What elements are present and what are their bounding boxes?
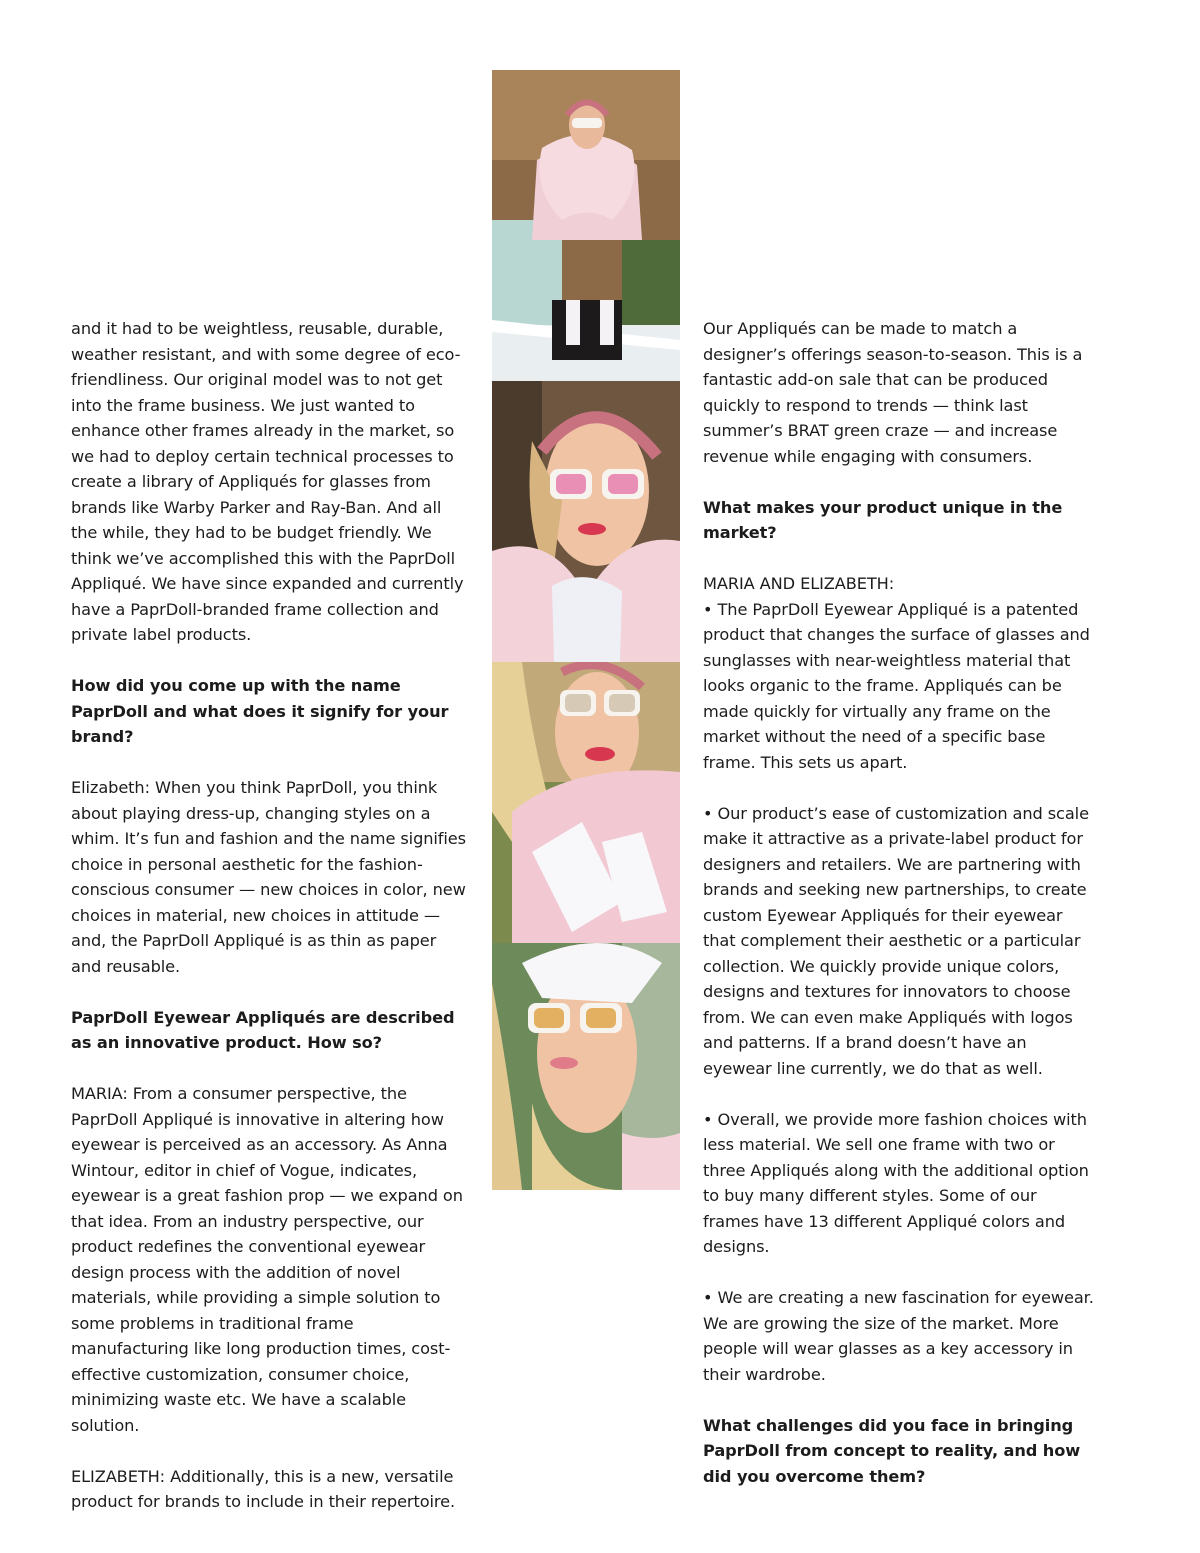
photo-strip xyxy=(492,70,680,1190)
paragraph: and it had to be weightless, reusable, durable, weather resistant, and with some degree of eco-friendliness. Our original model was to not get into the frame business. We just wanted to enhance other frames already in the market, so we had to deploy certain technical processes to create a library of Appliqués for glasses from brands like Warby Parker and Ray-Ban. And all the while, they had to be budget friendly. We think we’ve accomplished this with the PaprDoll Appliqué. We have since expanded and currently have a PaprDoll-branded frame collection and private label products. xyxy=(71,319,464,644)
photo-model-full-length xyxy=(492,70,680,381)
interview-question: What challenges did you face in bringing PaprDoll from concept to reality, and how did you overcome them? xyxy=(703,1415,1081,1486)
interview-question: PaprDoll Eyewear Appliqués are described as an innovative product. How so? xyxy=(71,1007,455,1052)
right-text-column xyxy=(703,316,1095,1515)
photo-model-lace-gloves-shades xyxy=(492,943,680,1190)
paragraph: • Our product’s ease of customization and scale make it attractive as a private-label product for designers and retailers. We are partnering with brands and seeking new partnerships, to create custom Eyewear Appliqués for their eyewear that complement their aesthetic or a particular collection. We quickly provide unique colors, designs and textures for innovators to choose from. We can even make Appliqués with logos and patterns. If a brand doesn’t have an eyewear line currently, we do that as well. xyxy=(703,803,1089,1078)
paragraph: • Overall, we provide more fashion choices with less material. We sell one frame with two or three Appliqués along with the additional option to buy many different styles. Some of our frames have 13 different Appliqué colors and designs. xyxy=(703,1109,1089,1256)
left-text-column xyxy=(71,316,471,1540)
paragraph: Elizabeth: When you think PaprDoll, you think about playing dress-up, changing styles on a whim. It’s fun and fashion and the name signifies choice in personal aesthetic for the fashion-conscious consumer — new choices in color, new choices in material, new choices in attitude — and, the PaprDoll Appliqué is as thin as paper and reusable. xyxy=(71,778,466,976)
photo-model-closeup-pink-lenses xyxy=(492,381,680,662)
photo-model-lace-gloves xyxy=(492,662,680,943)
speaker-label: MARIA AND ELIZABETH: xyxy=(703,574,895,593)
paragraph: • The PaprDoll Eyewear Appliqué is a patented product that changes the surface of glasses and sunglasses with near-weightless material that looks organic to the frame. Appliqués can be made quickly for virtually any frame on the market without the need of a specific base frame. This sets us apart. xyxy=(703,599,1090,772)
interview-question: How did you come up with the name PaprDoll and what does it signify for your brand? xyxy=(71,676,449,746)
paragraph: ELIZABETH: Additionally, this is a new, versatile product for brands to include in their repertoire. xyxy=(71,1466,456,1511)
paragraph: MARIA: From a consumer perspective, the PaprDoll Appliqué is innovative in altering how eyewear is perceived as an accessory. As Anna Wintour, editor in chief of Vogue, indicates, eyewear is a great fashion prop — we expand on that idea. From an industry perspective, our product redefines the conventional eyewear design process with the addition of novel materials, while providing a simple solution to some problems in traditional frame manufacturing like long production times, cost-effective customization, consumer choice, minimizing waste etc. We have a scalable solution. xyxy=(71,1084,463,1435)
interview-question: What makes your product unique in the market? xyxy=(703,497,1063,542)
paragraph: • We are creating a new fascination for eyewear. We are growing the size of the market. More people will wear glasses as a key accessory in their wardrobe. xyxy=(703,1288,1094,1384)
paragraph: Our Appliqués can be made to match a designer’s offerings season-to-season. This is a fantastic add-on sale that can be produced quickly to respond to trends — think last summer’s BRAT green craze — and increase revenue while engaging with consumers. xyxy=(703,319,1083,466)
